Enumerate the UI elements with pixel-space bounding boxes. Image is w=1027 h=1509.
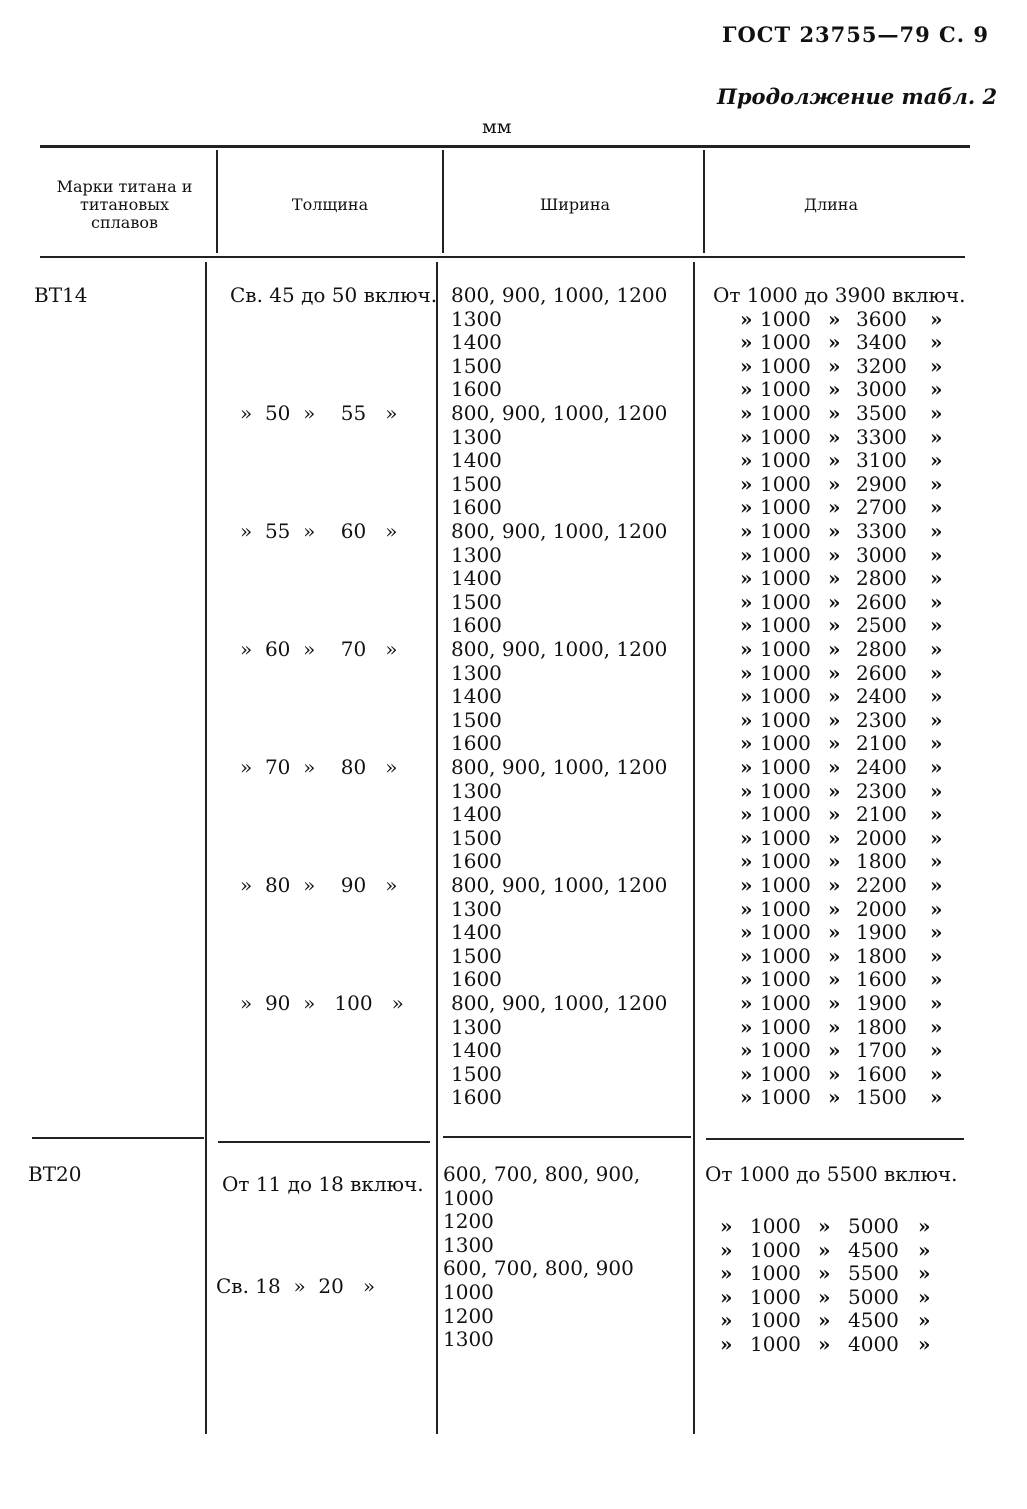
length-from-value: 1000 <box>760 896 811 921</box>
ditto-mark: » <box>828 353 841 378</box>
ditto-mark: » <box>930 495 943 520</box>
length-to-value: 3400 <box>856 330 907 355</box>
length-cell-first: От 1000 до 3900 включ. <box>713 283 966 307</box>
length-to-value: 1800 <box>856 943 907 968</box>
ditto-mark: » <box>828 448 841 473</box>
length-from-value: 1000 <box>760 802 811 827</box>
length-from-value: 1000 <box>760 377 811 402</box>
length-from-value: 1000 <box>760 353 811 378</box>
ditto-mark: » <box>828 424 841 449</box>
length-from-value: 1000 <box>760 589 811 614</box>
width-cell: 600, 700, 800, 900 <box>443 1256 634 1281</box>
header-bottom-rule <box>40 256 965 258</box>
length-from-value: 1000 <box>760 542 811 567</box>
width-cell: 1300 <box>443 1232 494 1257</box>
section-separator-3 <box>443 1136 691 1138</box>
ditto-mark: » <box>740 566 753 591</box>
ditto-mark: » <box>740 920 753 945</box>
width-cell: 1500 <box>451 1061 502 1086</box>
ditto-mark: » <box>930 471 943 496</box>
width-cell: 800, 900, 1000, 1200 <box>451 637 668 661</box>
ditto-mark: » <box>930 684 943 709</box>
length-from-value: 1000 <box>760 1038 811 1063</box>
ditto-mark: » <box>930 306 943 331</box>
length-from-value: 1000 <box>760 471 811 496</box>
length-from-value: 1000 <box>760 967 811 992</box>
ditto-mark: » <box>828 755 841 779</box>
length-to-value: 2000 <box>856 825 907 850</box>
length-to-value: 3300 <box>856 424 907 449</box>
ditto-mark: » <box>740 660 753 685</box>
column-divider-1 <box>216 150 218 253</box>
column-divider-1-body <box>205 262 207 1434</box>
ditto-mark: » <box>828 896 841 921</box>
length-from-value: 1000 <box>760 306 811 331</box>
length-from-value: 1000 <box>760 330 811 355</box>
section-separator-4 <box>706 1138 964 1140</box>
ditto-mark: » <box>930 353 943 378</box>
width-cell: 1400 <box>451 330 502 355</box>
ditto-mark: » <box>740 991 753 1015</box>
ditto-mark: » <box>828 1061 841 1086</box>
length-from-value: 1000 <box>760 495 811 520</box>
width-cell: 1600 <box>451 1085 502 1110</box>
ditto-mark: » <box>740 896 753 921</box>
length-to-value: 5000 <box>848 1213 899 1238</box>
length-to-value: 2500 <box>856 613 907 638</box>
ditto-mark: » <box>828 825 841 850</box>
width-cell: 1500 <box>451 353 502 378</box>
ditto-mark: » <box>918 1237 931 1262</box>
ditto-mark: » <box>930 637 943 661</box>
length-to-value: 3200 <box>856 353 907 378</box>
length-from-value: 1000 <box>760 849 811 874</box>
ditto-mark: » <box>828 306 841 331</box>
length-to-value: 2400 <box>856 755 907 779</box>
ditto-mark: » <box>818 1213 831 1238</box>
ditto-mark: » <box>818 1331 831 1356</box>
ditto-mark: » <box>828 707 841 732</box>
ditto-mark: » <box>930 1014 943 1039</box>
ditto-mark: » <box>930 707 943 732</box>
width-cell: 1300 <box>451 542 502 567</box>
length-to-value: 5000 <box>848 1284 899 1309</box>
ditto-mark: » <box>740 637 753 661</box>
column-header-grade: Марки титана и титановых сплавов <box>56 177 193 232</box>
width-cell: 1300 <box>451 1014 502 1039</box>
column-divider-2-body <box>436 262 438 1434</box>
thickness-cell: » 70 » 80 » <box>240 755 398 779</box>
length-to-value: 3100 <box>856 448 907 473</box>
length-to-value: 3500 <box>856 401 907 425</box>
ditto-mark: » <box>740 306 753 331</box>
width-cell: 1300 <box>443 1327 494 1352</box>
ditto-mark: » <box>828 943 841 968</box>
length-from-value: 1000 <box>760 707 811 732</box>
ditto-mark: » <box>918 1261 931 1286</box>
width-cell: 1600 <box>451 613 502 638</box>
ditto-mark: » <box>740 589 753 614</box>
length-to-value: 2700 <box>856 495 907 520</box>
ditto-mark: » <box>828 1014 841 1039</box>
width-cell: 1200 <box>443 1303 494 1328</box>
ditto-mark: » <box>828 873 841 897</box>
ditto-mark: » <box>828 967 841 992</box>
length-from-value: 1000 <box>750 1261 801 1286</box>
ditto-mark: » <box>930 1038 943 1063</box>
width-cell: 1600 <box>451 377 502 402</box>
length-from-value: 1000 <box>760 566 811 591</box>
length-from-value: 1000 <box>750 1237 801 1262</box>
width-cell: 1300 <box>451 778 502 803</box>
ditto-mark: » <box>930 424 943 449</box>
ditto-mark: » <box>918 1284 931 1309</box>
width-cell: 1600 <box>451 495 502 520</box>
length-to-value: 1600 <box>856 1061 907 1086</box>
ditto-mark: » <box>828 566 841 591</box>
ditto-mark: » <box>740 825 753 850</box>
grade-cell-bt14: ВТ14 <box>34 283 88 307</box>
width-cell: 1200 <box>443 1209 494 1234</box>
length-from-value: 1000 <box>760 401 811 425</box>
ditto-mark: » <box>930 330 943 355</box>
length-to-value: 2300 <box>856 707 907 732</box>
width-cell: 1500 <box>451 943 502 968</box>
length-from-value: 1000 <box>750 1284 801 1309</box>
ditto-mark: » <box>740 731 753 756</box>
ditto-mark: » <box>828 991 841 1015</box>
width-cell: 1400 <box>451 448 502 473</box>
column-divider-3-body <box>693 262 695 1434</box>
column-header-length: Длина <box>803 195 859 214</box>
thickness-cell: » 55 » 60 » <box>240 519 398 543</box>
ditto-mark: » <box>740 353 753 378</box>
length-from-value: 1000 <box>760 873 811 897</box>
ditto-mark: » <box>930 613 943 638</box>
length-from-value: 1000 <box>760 637 811 661</box>
width-cell: 1500 <box>451 471 502 496</box>
ditto-mark: » <box>828 542 841 567</box>
length-from-value: 1000 <box>760 991 811 1015</box>
ditto-mark: » <box>740 1038 753 1063</box>
ditto-mark: » <box>930 542 943 567</box>
length-to-value: 2400 <box>856 684 907 709</box>
width-cell: 1400 <box>451 1038 502 1063</box>
length-from-value: 1000 <box>760 1061 811 1086</box>
ditto-mark: » <box>828 495 841 520</box>
ditto-mark: » <box>828 660 841 685</box>
ditto-mark: » <box>930 660 943 685</box>
width-cell: 1300 <box>451 424 502 449</box>
table-continuation-label: Продолжение табл. 2 <box>717 84 998 109</box>
width-cell: 1000 <box>443 1280 494 1304</box>
width-cell: 1400 <box>451 566 502 591</box>
ditto-mark: » <box>720 1261 733 1286</box>
ditto-mark: » <box>930 802 943 827</box>
ditto-mark: » <box>720 1331 733 1356</box>
width-cell: 1600 <box>451 967 502 992</box>
length-to-value: 3000 <box>856 542 907 567</box>
thickness-cell: Св. 45 до 50 включ. <box>230 283 438 307</box>
length-to-value: 1900 <box>856 991 907 1015</box>
ditto-mark: » <box>740 802 753 827</box>
ditto-mark: » <box>930 755 943 779</box>
length-from-value: 1000 <box>760 943 811 968</box>
length-to-value: 2600 <box>856 589 907 614</box>
width-cell: 1000 <box>443 1185 494 1210</box>
ditto-mark: » <box>930 967 943 992</box>
thickness-cell: » 80 » 90 » <box>240 873 398 897</box>
ditto-mark: » <box>828 731 841 756</box>
ditto-mark: » <box>828 1038 841 1063</box>
ditto-mark: » <box>828 519 841 543</box>
length-to-value: 3000 <box>856 377 907 402</box>
ditto-mark: » <box>740 519 753 543</box>
ditto-mark: » <box>740 943 753 968</box>
section-separator-2 <box>218 1141 430 1143</box>
standard-header: ГОСТ 23755—79 С. 9 <box>722 22 989 47</box>
thickness-cell: » 60 » 70 » <box>240 637 398 661</box>
length-to-value: 1800 <box>856 1014 907 1039</box>
width-cell: 1400 <box>451 802 502 827</box>
length-to-value: 1800 <box>856 849 907 874</box>
length-to-value: 2100 <box>856 731 907 756</box>
ditto-mark: » <box>930 1085 943 1110</box>
ditto-mark: » <box>828 377 841 402</box>
ditto-mark: » <box>828 778 841 803</box>
ditto-mark: » <box>930 448 943 473</box>
ditto-mark: » <box>740 401 753 425</box>
table-top-rule <box>40 145 970 148</box>
width-cell: 800, 900, 1000, 1200 <box>451 283 668 307</box>
ditto-mark: » <box>930 849 943 874</box>
thickness-cell: » 90 » 100 » <box>240 991 404 1015</box>
width-cell: 1400 <box>451 684 502 709</box>
ditto-mark: » <box>740 778 753 803</box>
width-cell: 800, 900, 1000, 1200 <box>451 519 668 543</box>
ditto-mark: » <box>930 778 943 803</box>
ditto-mark: » <box>918 1308 931 1333</box>
thickness-cell: От 11 до 18 включ. <box>222 1172 424 1196</box>
length-to-value: 1500 <box>856 1085 907 1110</box>
ditto-mark: » <box>818 1284 831 1309</box>
ditto-mark: » <box>930 731 943 756</box>
length-to-value: 2000 <box>856 896 907 921</box>
ditto-mark: » <box>740 1085 753 1110</box>
width-cell: 1600 <box>451 849 502 874</box>
ditto-mark: » <box>740 707 753 732</box>
length-to-value: 1900 <box>856 920 907 945</box>
length-to-value: 4500 <box>848 1237 899 1262</box>
length-cell-first: От 1000 до 5500 включ. <box>705 1162 958 1186</box>
width-cell: 1500 <box>451 825 502 850</box>
ditto-mark: » <box>930 991 943 1015</box>
length-from-value: 1000 <box>760 424 811 449</box>
ditto-mark: » <box>828 330 841 355</box>
length-to-value: 4000 <box>848 1331 899 1356</box>
ditto-mark: » <box>818 1261 831 1286</box>
width-cell: 600, 700, 800, 900, <box>443 1162 641 1186</box>
ditto-mark: » <box>740 613 753 638</box>
ditto-mark: » <box>740 967 753 992</box>
ditto-mark: » <box>828 589 841 614</box>
ditto-mark: » <box>828 849 841 874</box>
width-cell: 800, 900, 1000, 1200 <box>451 991 668 1015</box>
ditto-mark: » <box>740 542 753 567</box>
ditto-mark: » <box>740 849 753 874</box>
width-cell: 1300 <box>451 660 502 685</box>
column-divider-2 <box>442 150 444 253</box>
ditto-mark: » <box>930 519 943 543</box>
ditto-mark: » <box>930 589 943 614</box>
column-header-width: Ширина <box>539 195 611 214</box>
ditto-mark: » <box>930 825 943 850</box>
ditto-mark: » <box>740 1061 753 1086</box>
ditto-mark: » <box>828 613 841 638</box>
ditto-mark: » <box>740 377 753 402</box>
length-from-value: 1000 <box>750 1308 801 1333</box>
length-to-value: 2200 <box>856 873 907 897</box>
ditto-mark: » <box>828 637 841 661</box>
ditto-mark: » <box>720 1213 733 1238</box>
length-from-value: 1000 <box>760 660 811 685</box>
units-label: мм <box>482 116 512 138</box>
length-from-value: 1000 <box>760 684 811 709</box>
width-cell: 800, 900, 1000, 1200 <box>451 401 668 425</box>
ditto-mark: » <box>930 377 943 402</box>
length-to-value: 2300 <box>856 778 907 803</box>
length-to-value: 2900 <box>856 471 907 496</box>
length-to-value: 3300 <box>856 519 907 543</box>
ditto-mark: » <box>740 755 753 779</box>
ditto-mark: » <box>930 1061 943 1086</box>
length-from-value: 1000 <box>760 448 811 473</box>
ditto-mark: » <box>740 684 753 709</box>
ditto-mark: » <box>740 873 753 897</box>
width-cell: 1400 <box>451 920 502 945</box>
ditto-mark: » <box>930 896 943 921</box>
width-cell: 1600 <box>451 731 502 756</box>
length-from-value: 1000 <box>760 1014 811 1039</box>
ditto-mark: » <box>740 448 753 473</box>
length-from-value: 1000 <box>760 825 811 850</box>
ditto-mark: » <box>918 1331 931 1356</box>
length-to-value: 3600 <box>856 306 907 331</box>
width-cell: 800, 900, 1000, 1200 <box>451 755 668 779</box>
ditto-mark: » <box>818 1308 831 1333</box>
ditto-mark: » <box>740 471 753 496</box>
width-cell: 1300 <box>451 306 502 331</box>
ditto-mark: » <box>828 920 841 945</box>
ditto-mark: » <box>740 1014 753 1039</box>
section-separator-1 <box>32 1137 204 1139</box>
ditto-mark: » <box>930 943 943 968</box>
ditto-mark: » <box>828 1085 841 1110</box>
ditto-mark: » <box>918 1213 931 1238</box>
ditto-mark: » <box>828 684 841 709</box>
ditto-mark: » <box>740 424 753 449</box>
ditto-mark: » <box>828 802 841 827</box>
length-to-value: 1600 <box>856 967 907 992</box>
length-from-value: 1000 <box>760 519 811 543</box>
ditto-mark: » <box>818 1237 831 1262</box>
width-cell: 800, 900, 1000, 1200 <box>451 873 668 897</box>
length-from-value: 1000 <box>760 613 811 638</box>
length-from-value: 1000 <box>760 731 811 756</box>
ditto-mark: » <box>720 1284 733 1309</box>
ditto-mark: » <box>930 566 943 591</box>
ditto-mark: » <box>930 920 943 945</box>
length-from-value: 1000 <box>760 920 811 945</box>
ditto-mark: » <box>930 873 943 897</box>
length-to-value: 2800 <box>856 566 907 591</box>
ditto-mark: » <box>740 330 753 355</box>
grade-cell-bt20: ВТ20 <box>28 1162 82 1186</box>
length-from-value: 1000 <box>760 778 811 803</box>
ditto-mark: » <box>828 471 841 496</box>
width-cell: 1500 <box>451 707 502 732</box>
length-from-value: 1000 <box>760 1085 811 1110</box>
column-header-thickness: Толщина <box>291 195 369 214</box>
length-to-value: 2800 <box>856 637 907 661</box>
length-from-value: 1000 <box>750 1213 801 1238</box>
thickness-cell: » 50 » 55 » <box>240 401 398 425</box>
ditto-mark: » <box>720 1237 733 1262</box>
length-to-value: 4500 <box>848 1308 899 1333</box>
width-cell: 1500 <box>451 589 502 614</box>
length-from-value: 1000 <box>760 755 811 779</box>
ditto-mark: » <box>930 401 943 425</box>
ditto-mark: » <box>740 495 753 520</box>
length-from-value: 1000 <box>750 1331 801 1356</box>
length-to-value: 2600 <box>856 660 907 685</box>
ditto-mark: » <box>828 401 841 425</box>
length-to-value: 2100 <box>856 802 907 827</box>
ditto-mark: » <box>720 1308 733 1333</box>
length-to-value: 1700 <box>856 1038 907 1063</box>
width-cell: 1300 <box>451 896 502 921</box>
length-to-value: 5500 <box>848 1261 899 1286</box>
thickness-cell: Св. 18 » 20 » <box>216 1274 376 1299</box>
